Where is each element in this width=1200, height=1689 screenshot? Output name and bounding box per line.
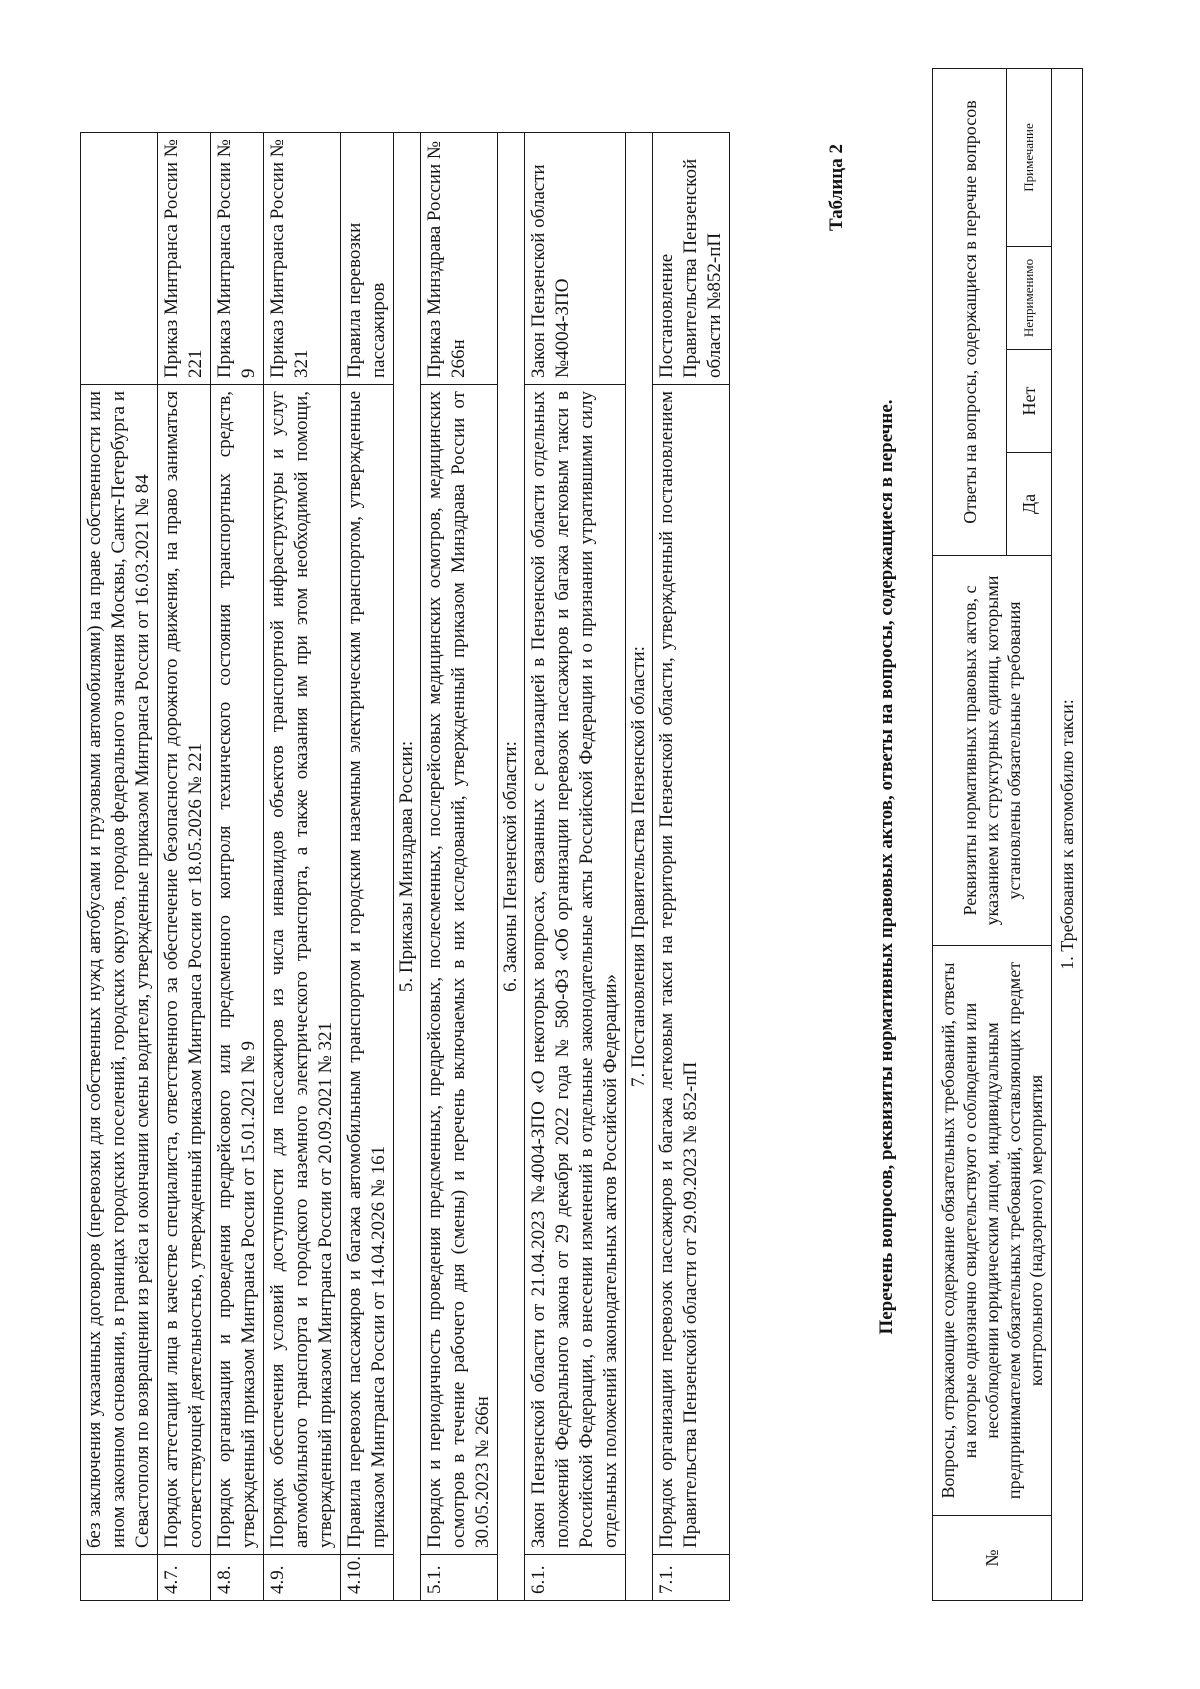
column-header-note: Примечание: [1007, 68, 1052, 246]
table-row: [81, 133, 158, 1601]
table-row: [264, 133, 341, 1601]
row-reference: [81, 133, 158, 385]
table-label: Таблица 2: [826, 144, 847, 232]
table-row: [653, 133, 730, 1601]
row-number: 4.8.: [211, 1555, 264, 1601]
row-text: Порядок организации перевозок пассажиров и багажа легковым такси на территории Пензенской области, утвержденный постановлением Правительства Пензенской области от 29.09.2023 № 852-пП: [653, 385, 730, 1555]
row-reference: Постановление Правительства Пензенской области №852-пП: [653, 133, 730, 385]
legal-acts-table-continuation: [80, 133, 730, 1601]
row-reference: Приказ Минтранса России № 221: [158, 133, 211, 385]
section-header: 7. Постановления Правительства Пензенской области:: [626, 133, 653, 1601]
table-row: [211, 133, 264, 1601]
section-header-row: [498, 133, 525, 1601]
row-text: без заключения указанных договоров (перевозки для собственных нужд автобусами и грузовыми автомобилями) на праве собственности или ином законном основании, в границах городских поселений, городских округов, городов федерального значения Москвы, Санкт-Петербурга и Севастополя по возвращении из рейса и окончании смены водителя, утвержденные приказом Минтранса России от 16.03.2021 № 84: [81, 385, 158, 1555]
column-header-questions: Вопросы, отражающие содержание обязательных требований, ответы на которые однозначно свидетельствуют о соблюдении или несоблюдении юридическим лицом, индивидуальным предпринимателем обязательных требований, составляющих предмет контрольного (надзорного) мероприятия: [933, 946, 1052, 1516]
row-number: [81, 1555, 158, 1601]
section-header: 6. Законы Пензенской области:: [498, 133, 525, 1601]
section-header: 1. Требования к автомобилю такси:: [1052, 68, 1083, 1600]
row-reference: Приказ Минздрава России № 266н: [421, 133, 498, 385]
checklist-table: [932, 69, 1083, 1601]
section-header-row: [626, 133, 653, 1601]
row-text: Порядок обеспечения условий доступности для пассажиров из числа инвалидов объектов транспортной инфраструктуры и услуг автомобильного транспорта и городского наземного электрического транспорта, а также оказания им при этом необходимой помощи, утвержденный приказом Минтранса России от 20.09.2021 № 321: [264, 385, 341, 1555]
section-header-row: [1052, 68, 1083, 1600]
table-row: [341, 133, 394, 1601]
column-header-yes: Да: [1007, 453, 1052, 556]
row-text: Порядок и периодичность проведения предсменных, предрейсовых, послесменных, послерейсовых медицинских осмотров, медицинских осмотров в течение рабочего дня (смены) и перечень включаемых в них исследований, утвержденный приказом Минздрава России от 30.05.2023 № 266н: [421, 385, 498, 1555]
row-number: 4.9.: [264, 1555, 341, 1601]
row-reference: Приказ Минтранса России № 9: [211, 133, 264, 385]
column-header-no: Нет: [1007, 350, 1052, 453]
section-header-row: [394, 133, 421, 1601]
row-text: Закон Пензенской области от 21.04.2023 №4004-ЗПО «О некоторых вопросах, связанных с реализацией в Пензенской области отдельных положений Федерального закона от 29 декабря 2022 года № 580-ФЗ «Об организации перевозок пассажиров и багажа легковым такси в Российской Федерации, о внесении изменений в отдельные законодательные акты Российской Федерации и о признании утратившими силу отдельных положений законодательных актов Российской Федерации»: [525, 385, 626, 1555]
column-header-not-applicable: Неприменимо: [1007, 247, 1052, 350]
row-number: 5.1.: [421, 1555, 498, 1601]
table-row: [421, 133, 498, 1601]
section-header: 5. Приказы Минздрава России:: [394, 133, 421, 1601]
table-header-row: [933, 68, 1007, 1600]
table-row: [525, 133, 626, 1601]
table-row: [158, 133, 211, 1601]
row-number: 6.1.: [525, 1555, 626, 1601]
column-header-answers: Ответы на вопросы, содержащиеся в перечне вопросов: [933, 68, 1007, 555]
column-header-requisites: Реквизиты нормативных правовых актов, с указанием их структурных единиц, которыми установлены обязательные требования: [933, 556, 1052, 946]
row-number: 4.7.: [158, 1555, 211, 1601]
row-reference: Закон Пензенской области №4004-ЗПО: [525, 133, 626, 385]
row-number: 4.10.: [341, 1555, 394, 1601]
section-heading: Перечень вопросов, реквизиты нормативных правовых актов, ответы на вопросы, содержащиеся в перечне.: [876, 399, 897, 1335]
row-text: Правила перевозок пассажиров и багажа автомобильным транспортом и городским наземным электрическим транспортом, утвержденные приказом Минтранса России от 14.04.2026 № 161: [341, 385, 394, 1555]
row-text: Порядок аттестации лица в качестве специалиста, ответственного за обеспечение безопасности дорожного движения, на право заниматься соответствующей деятельностью, утвержденный приказом Минтранса России от 18.05.2026 № 221: [158, 385, 211, 1555]
column-header-number: №: [933, 1516, 1052, 1601]
row-reference: Приказ Минтранса России № 321: [264, 133, 341, 385]
row-reference: Правила перевозки пассажиров: [341, 133, 394, 385]
row-number: 7.1.: [653, 1555, 730, 1601]
row-text: Порядок организации и проведения предрейсового или предсменного контроля технического состояния транспортных средств, утвержденный приказом Минтранса России от 15.01.2021 № 9: [211, 385, 264, 1555]
